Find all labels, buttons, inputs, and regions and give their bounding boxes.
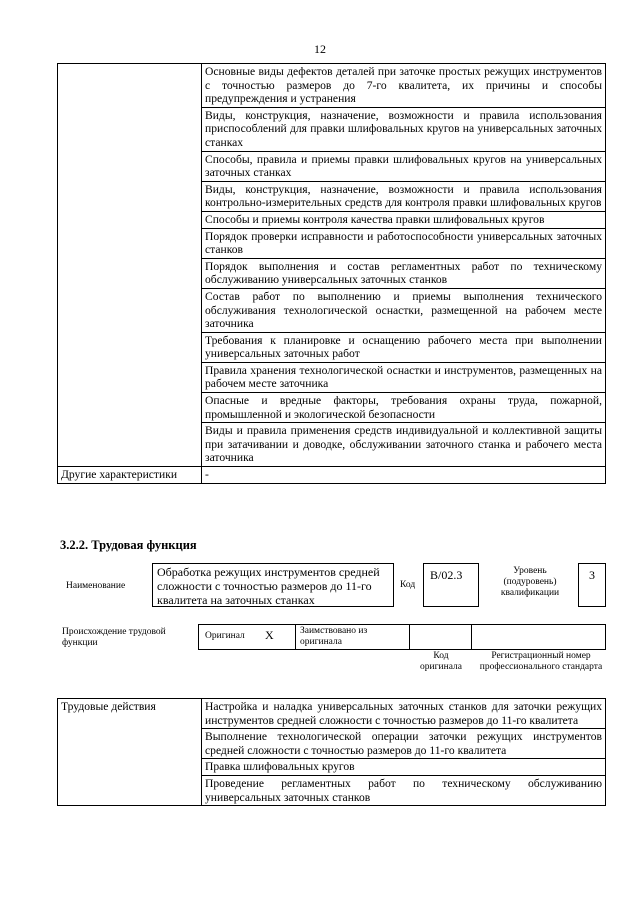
- knowledge-row: Виды, конструкция, назначение, возможности и правила использования приспособлений для правки шлифовальных кругов на универсальных заточных станках: [202, 107, 606, 151]
- code-caption: Код оригинала: [420, 651, 462, 672]
- level-value: 3: [589, 568, 595, 582]
- knowledge-label-cell: [58, 64, 202, 467]
- knowledge-row: Виды и правила применения средств индивидуальной и коллективной защиты при затачивании и доводке, обслуживании заточного станка и рабочего места заточника: [202, 423, 606, 467]
- knowledge-row: Способы и приемы контроля качества правки шлифовальных кругов: [202, 211, 606, 228]
- knowledge-row: Способы, правила и приемы правки шлифовальных кругов на универсальных заточных станках: [202, 151, 606, 181]
- actions-table: [57, 698, 606, 806]
- reg-caption: Регистрационный номер профессионального стандарта: [479, 651, 603, 672]
- knowledge-row: Порядок выполнения и состав регламентных работ по техническому обслуживанию универсальных заточных станков: [202, 258, 606, 288]
- knowledge-row: Опасные и вредные факторы, требования охраны труда, пожарной, промышленной и экологической безопасности: [202, 393, 606, 423]
- actions-label: Трудовые действия: [58, 699, 202, 806]
- level-label: Уровень (подуровень) квалификации: [500, 566, 560, 598]
- knowledge-row: Состав работ по выполнению и приемы выполнения технического обслуживания технологической оснастки, размещенной на рабочем месте заточника: [202, 288, 606, 332]
- code-label: Код: [400, 580, 416, 590]
- origin-label: Происхождение трудовой функции: [62, 627, 166, 648]
- knowledge-row: Требования к планировке и оснащению рабочего места при выполнении универсальных заточных работ: [202, 332, 606, 362]
- action-row: Проведение регламентных работ по техническому обслуживанию универсальных заточных станков: [202, 775, 606, 805]
- knowledge-row: Виды, конструкция, назначение, возможности и правила использования контрольно-измерительных средств для контроля правки шлифовальных кругов: [202, 181, 606, 211]
- knowledge-row: Порядок проверки исправности и работоспособности универсальных заточных станков: [202, 228, 606, 258]
- level-box: [578, 563, 606, 607]
- origin-divider: [295, 624, 296, 650]
- other-characteristics-value: -: [202, 467, 606, 484]
- original-label: Оригинал: [205, 631, 245, 641]
- function-code-value: B/02.3: [430, 568, 463, 582]
- knowledge-table: [57, 63, 606, 484]
- action-row: Настройка и наладка универсальных заточных станков для заточки режущих инструментов средней сложности с точностью размеров до 11-го квалитета: [202, 699, 606, 729]
- action-row: Правка шлифовальных кругов: [202, 759, 606, 776]
- knowledge-row: Основные виды дефектов деталей при заточке простых режущих инструментов с точностью размеров до 7-го квалитета, их причины и способы предупреждения и устранения: [202, 64, 606, 108]
- function-name-box: [152, 563, 394, 607]
- function-code-box: [423, 563, 479, 607]
- page-number: 12: [314, 42, 326, 56]
- other-characteristics-label: Другие характеристики: [58, 467, 202, 484]
- section-title: 3.2.2. Трудовая функция: [60, 538, 197, 552]
- origin-divider: [471, 624, 472, 650]
- knowledge-row: Правила хранения технологической оснастки и инструментов, размещенных на рабочем месте заточника: [202, 362, 606, 392]
- function-name-value: Обработка режущих инструментов средней сложности с точностью размеров до 11-го квалитета на заточных станках: [157, 565, 380, 607]
- action-row: Выполнение технологической операции заточки режущих инструментов средней сложности с точностью размеров до 11-го квалитета: [202, 729, 606, 759]
- borrowed-label: Заимствовано из оригинала: [300, 626, 368, 647]
- name-label: Наименование: [66, 581, 126, 591]
- original-mark: X: [265, 628, 274, 642]
- origin-divider: [409, 624, 410, 650]
